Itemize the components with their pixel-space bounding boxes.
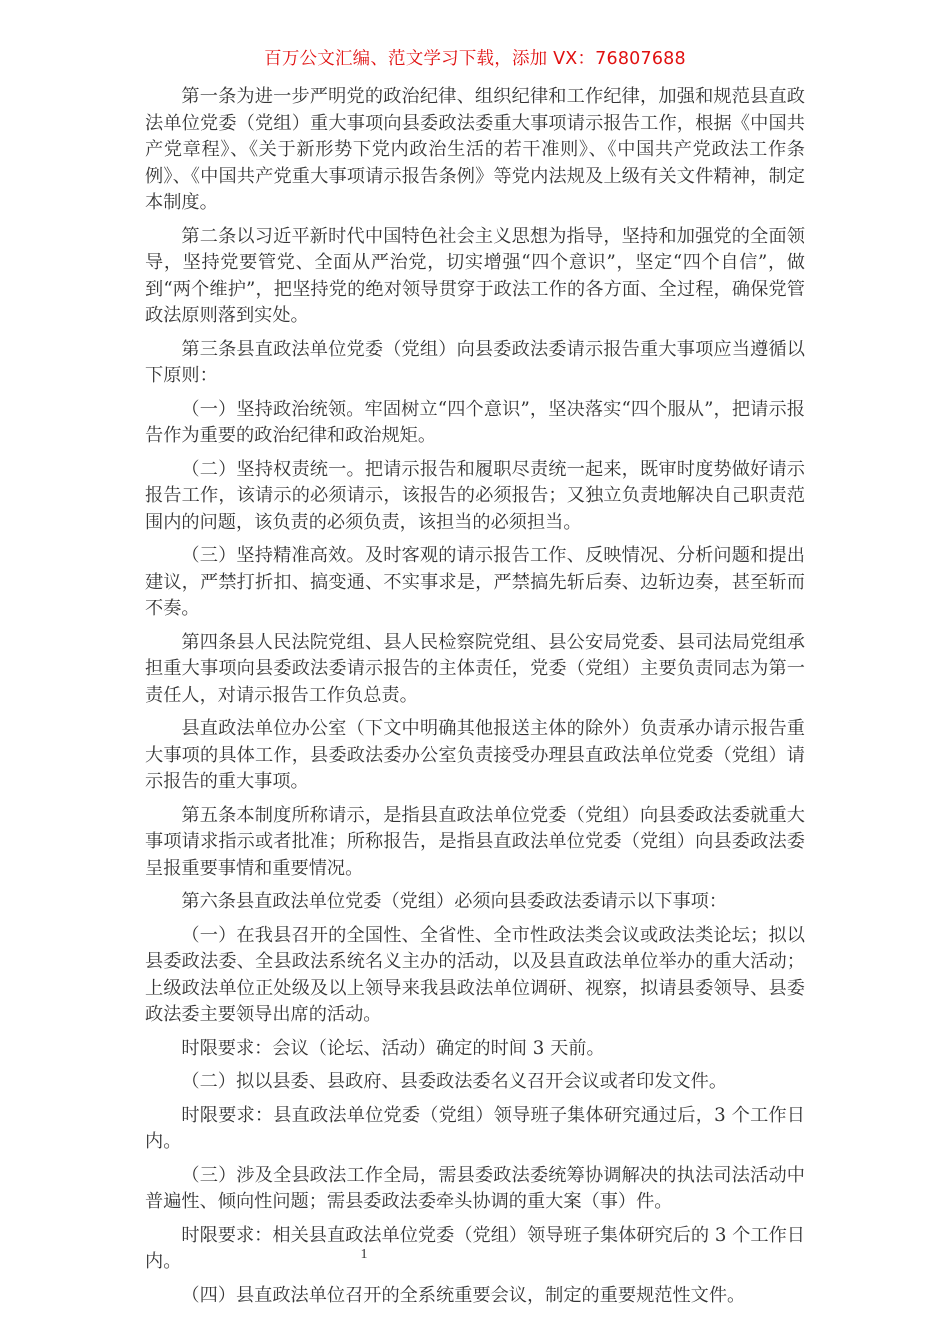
paragraph-article-6: 第六条县直政法单位党委（党组）必须向县委政法委请示以下事项： (181, 891, 728, 912)
paragraph-article-4-office: 县直政法单位办公室（下文中明确其他报送主体的除外）负责承办请示报告重大事项的具体工作，县委政法委办公室负责接受办理县直政法单位党委（党组）请示报告的重大事项。 (145, 718, 805, 792)
paragraph-article-5: 第五条本制度所称请示，是指县直政法单位党委（党组）向县委政法委就重大事项请求指示或者批准；所称报告，是指县直政法单位党委（党组）向县委政法委呈报重要事情和重要情况。 (145, 804, 805, 879)
paragraph-deadline-3: 时限要求：相关县直政法单位党委（党组）领导班子集体研究后的 3 个工作日内。 (145, 1224, 805, 1272)
paragraph-article-1: 第一条为进一步严明党的政治纪律、组织纪律和工作纪律，加强和规范县直政法单位党委（党组）重大事项向县委政法委重大事项请示报告工作，根据《中国共产党章程》、《关于新形势下党内政治生活的若干准则》、《中国共产党政法工作条例》、《中国共产党重大事项请示报告条例》等党内法规及上级有关文件精神，制定本制度。 (145, 86, 805, 213)
paragraph-article-2: 第二条以习近平新时代中国特色社会主义思想为指导，坚持和加强党的全面领导，坚持党要管党、全面从严治党，切实增强“四个意识”，坚定“四个自信”，做到“两个维护”，把坚持党的绝对领导贯穿于政法工作的各方面、全过程，确保党管政法原则落到实处。 (145, 225, 805, 326)
paragraph-principle-3: （三）坚持精准高效。及时客观的请示报告工作、反映情况、分析问题和提出建议，严禁打折扣、搞变通、不实事求是，严禁搞先斩后奏、边斩边奏，甚至斩而不奏。 (145, 545, 805, 619)
paragraph-deadline-2: 时限要求：县直政法单位党委（党组）领导班子集体研究通过后，3 个工作日内。 (145, 1104, 805, 1152)
paragraph-matter-3: （三）涉及全县政法工作全局，需县委政法委统筹协调解决的执法司法活动中普遍性、倾向性问题；需县委政法委牵头协调的重大案（事）件。 (145, 1164, 805, 1212)
paragraph-matter-2: （二）拟以县委、县政府、县委政法委名义召开会议或者印发文件。 (181, 1071, 728, 1092)
paragraph-deadline-1: 时限要求：会议（论坛、活动）确定的时间 3 天前。 (181, 1037, 605, 1059)
paragraph-principle-1: （一）坚持政治统领。牢固树立“四个意识”，坚决落实“四个服从”，把请示报告作为重要的政治纪律和政治规矩。 (145, 398, 805, 446)
document-body (145, 84, 805, 1316)
paragraph-article-3: 第三条县直政法单位党委（党组）向县委政法委请示报告重大事项应当遵循以下原则： (145, 338, 805, 386)
page-number: 1 (360, 1247, 368, 1262)
paragraph-article-4: 第四条县人民法院党组、县人民检察院党组、县公安局党委、县司法局党组承担重大事项向县委政法委请示报告的主体责任，党委（党组）主要负责同志为第一责任人，对请示报告工作负总责。 (145, 631, 805, 706)
paragraph-principle-2: （二）坚持权责统一。把请示报告和履职尽责统一起来，既审时度势做好请示报告工作，该请示的必须请示，该报告的必须报告；又独立负责地解决自己职责范围内的问题，该负责的必须负责，该担当的必须担当。 (145, 458, 805, 533)
paragraph-matter-1: （一）在我县召开的全国性、全省性、全市性政法类会议或政法类论坛；拟以县委政法委、全县政法系统名义主办的活动，以及县直政法单位举办的重大活动；上级政法单位正处级及以上领导来我县政法单位调研、视察，拟请县委领导、县委政法委主要领导出席的活动。 (145, 924, 805, 1025)
paragraph-matter-4: （四）县直政法单位召开的全系统重要会议，制定的重要规范性文件。 (181, 1284, 746, 1306)
watermark-header: 百万公文汇编、范文学习下载，添加 VX：76807688 (264, 49, 686, 69)
